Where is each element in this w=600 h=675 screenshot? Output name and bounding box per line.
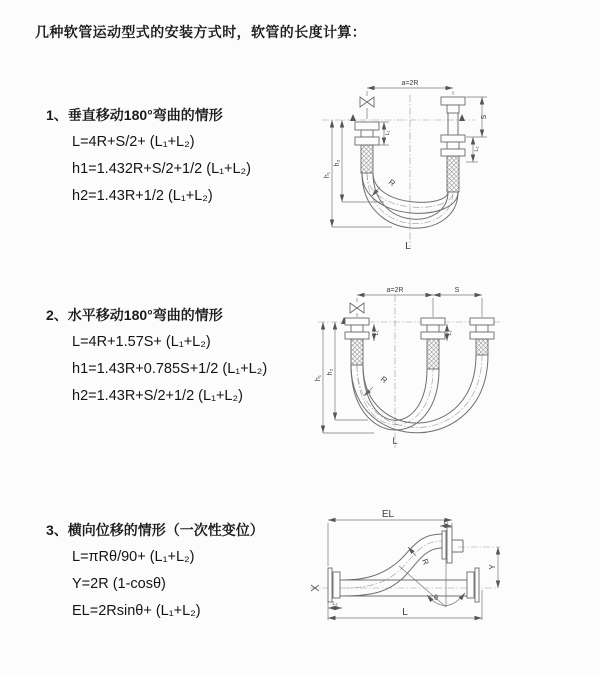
formula-y: Y=2R (1-cosθ) bbox=[72, 576, 166, 592]
dim-label-l2: L₂ bbox=[474, 146, 480, 152]
top-flange-fitting bbox=[442, 527, 463, 563]
dim-label-stroke: S bbox=[454, 287, 460, 294]
formula-h1: h1=1.432R+S/2+1/2 (L₁+L₂) bbox=[72, 161, 252, 177]
radius-label: R bbox=[420, 557, 431, 567]
valve-icon bbox=[350, 303, 364, 313]
dim-label-h2: h₂ bbox=[334, 159, 341, 167]
middle-pipe-fitting bbox=[421, 318, 445, 369]
dim-label-h1: h₁ bbox=[324, 171, 331, 179]
section-3-heading: 3、横向位移的情形（一次性变位） bbox=[46, 522, 264, 538]
dim-label-l1: L₁ bbox=[443, 520, 449, 526]
valve-icon bbox=[360, 97, 374, 107]
radius-label: R bbox=[386, 177, 397, 189]
length-label: L bbox=[392, 436, 398, 446]
formula-length: L=4R+S/2+ (L₁+L₂) bbox=[72, 134, 195, 150]
displaced-hose-s-curve bbox=[342, 534, 442, 596]
section-lateral-displacement bbox=[46, 517, 321, 625]
page-title: 几种软管运动型式的安装方式时，软管的长度计算： bbox=[35, 24, 367, 40]
dim-label-span: a=2R bbox=[401, 80, 419, 87]
braided-hose-section bbox=[427, 339, 439, 369]
left-pipe-fitting bbox=[345, 318, 369, 365]
diagram-vertical-bend bbox=[310, 75, 600, 255]
left-pipe-fitting bbox=[355, 122, 379, 173]
right-pipe-fitting bbox=[470, 318, 494, 355]
formula-length: L=πRθ/90+ (L₁+L₂) bbox=[72, 549, 195, 565]
braided-hose-section bbox=[447, 156, 459, 192]
formula-h2: h2=1.43R+S/2+1/2 (L₁+L₂) bbox=[72, 388, 243, 404]
section-2-heading: 2、水平移动180°弯曲的情形 bbox=[46, 307, 223, 323]
dim-label-y: Y bbox=[488, 564, 497, 570]
dim-label-h2: h₂ bbox=[327, 368, 334, 376]
section-vertical-movement bbox=[46, 102, 321, 210]
formula-h2: h2=1.43R+1/2 (L₁+L₂) bbox=[72, 188, 213, 204]
diagram-horizontal-bend bbox=[310, 280, 600, 455]
dim-label-stroke: S bbox=[481, 114, 488, 120]
radius-label: R bbox=[378, 374, 389, 386]
braided-hose-section bbox=[351, 339, 363, 365]
dim-label-l2: L₂ bbox=[447, 330, 453, 336]
diagram-lateral-displacement bbox=[300, 500, 600, 640]
braided-hose-section bbox=[361, 145, 373, 173]
dim-label-span: a=2R bbox=[386, 287, 404, 294]
dim-label-l2: L₂ bbox=[332, 601, 338, 607]
dim-label-l1: L₁ bbox=[374, 330, 380, 336]
length-label: L bbox=[405, 241, 411, 252]
braided-hose-section bbox=[476, 339, 488, 355]
section-horizontal-movement bbox=[46, 302, 321, 410]
angle-theta-label: θ bbox=[434, 595, 438, 602]
dimension-lines bbox=[328, 520, 498, 620]
formula-length: L=4R+1.57S+ (L₁+L₂) bbox=[72, 334, 211, 350]
right-pipe-fitting bbox=[441, 97, 465, 192]
straight-hose-position bbox=[328, 568, 479, 602]
dim-label-el: EL bbox=[381, 509, 395, 520]
dim-label-h1: h₁ bbox=[315, 374, 322, 382]
section-1-heading: 1、垂直移动180°弯曲的情形 bbox=[46, 107, 223, 123]
dimension-lines bbox=[332, 88, 487, 227]
hose-u-bends bbox=[351, 355, 488, 433]
formula-h1: h1=1.43R+0.785S+1/2 (L₁+L₂) bbox=[72, 361, 268, 377]
dim-label-l1: L₁ bbox=[385, 130, 391, 136]
length-label: L bbox=[402, 607, 408, 618]
formula-el: EL=2Rsinθ+ (L₁+L₂) bbox=[72, 603, 201, 619]
